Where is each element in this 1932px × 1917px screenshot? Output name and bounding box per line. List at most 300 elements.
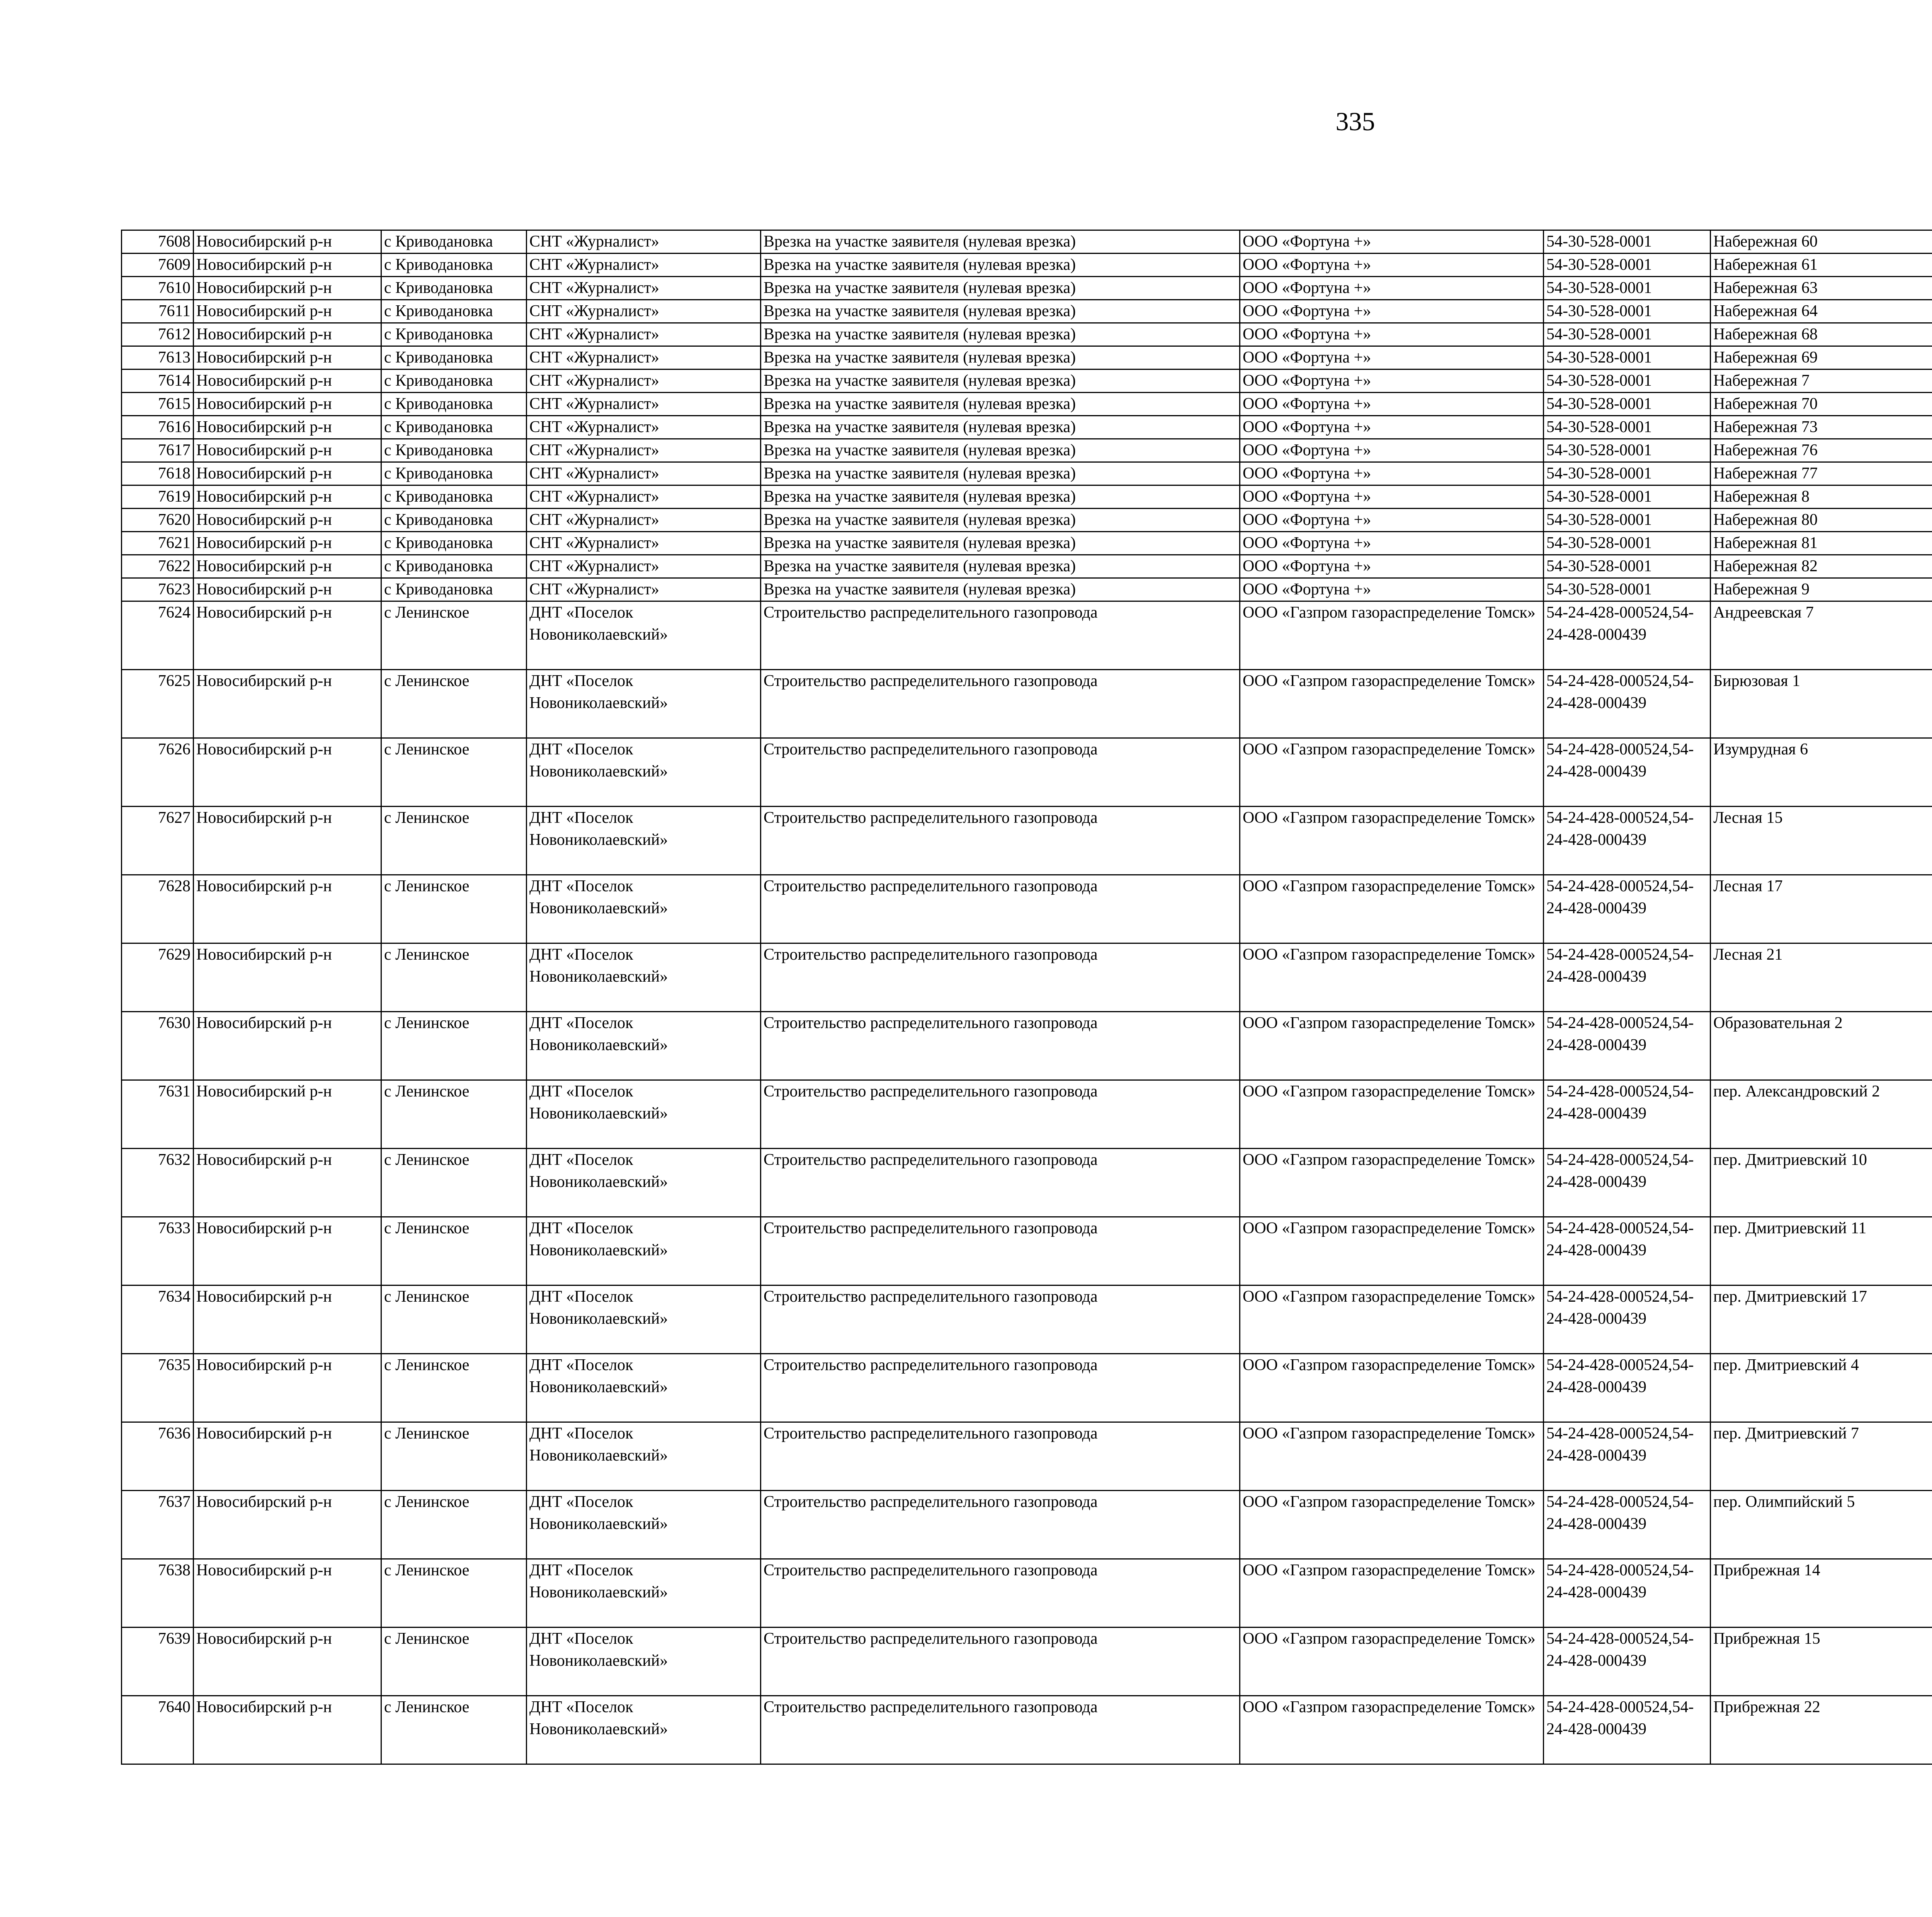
address-cell: Набережная 81 xyxy=(1711,532,1932,555)
address-cell: пер. Дмитриевский 4 xyxy=(1711,1354,1932,1422)
address-cell: Андреевская 7 xyxy=(1711,601,1932,670)
table-row xyxy=(122,369,1932,393)
cadastral-cell: 54-30-528-0001 xyxy=(1544,346,1711,369)
work-type-cell: Врезка на участке заявителя (нулевая врезка) xyxy=(761,254,1240,277)
page-number: 335 xyxy=(1335,107,1375,136)
cadastral-cell: 54-24-428-000524,54-24-428-000439 xyxy=(1544,1422,1711,1491)
row-number-cell: 7638 xyxy=(122,1559,194,1628)
row-number-cell: 7633 xyxy=(122,1217,194,1285)
table-row xyxy=(122,1012,1932,1080)
settlement-cell: с Ленинское xyxy=(381,1696,527,1764)
settlement-cell: с Криводановка xyxy=(381,230,527,254)
cadastral-cell: 54-24-428-000524,54-24-428-000439 xyxy=(1544,738,1711,807)
partnership-cell: ДНТ «Поселок Новониколаевский» xyxy=(527,738,761,807)
row-number-cell: 7616 xyxy=(122,416,194,439)
row-number-cell: 7630 xyxy=(122,1012,194,1080)
work-type-cell: Строительство распределительного газопровода xyxy=(761,1012,1240,1080)
partnership-cell: СНТ «Журналист» xyxy=(527,578,761,601)
district-cell: Новосибирский р-н xyxy=(194,1696,381,1764)
cadastral-cell: 54-30-528-0001 xyxy=(1544,393,1711,416)
organization-cell: ООО «Газпром газораспределение Томск» xyxy=(1240,1080,1544,1149)
row-number-cell: 7623 xyxy=(122,578,194,601)
organization-cell: ООО «Газпром газораспределение Томск» xyxy=(1240,1422,1544,1491)
work-type-cell: Строительство распределительного газопровода xyxy=(761,1696,1240,1764)
address-cell: Лесная 21 xyxy=(1711,943,1932,1012)
address-cell: Набережная 77 xyxy=(1711,462,1932,485)
settlement-cell: с Ленинское xyxy=(381,1354,527,1422)
partnership-cell: ДНТ «Поселок Новониколаевский» xyxy=(527,1696,761,1764)
address-cell: Набережная 60 xyxy=(1711,230,1932,254)
table-row xyxy=(122,1080,1932,1149)
organization-cell: ООО «Фортуна +» xyxy=(1240,393,1544,416)
work-type-cell: Строительство распределительного газопровода xyxy=(761,1285,1240,1354)
row-number-cell: 7617 xyxy=(122,439,194,462)
table-row xyxy=(122,1696,1932,1764)
partnership-cell: ДНТ «Поселок Новониколаевский» xyxy=(527,1491,761,1559)
work-type-cell: Строительство распределительного газопровода xyxy=(761,1628,1240,1696)
organization-cell: ООО «Газпром газораспределение Томск» xyxy=(1240,670,1544,738)
partnership-cell: ДНТ «Поселок Новониколаевский» xyxy=(527,1422,761,1491)
work-type-cell: Строительство распределительного газопровода xyxy=(761,875,1240,943)
settlement-cell: с Криводановка xyxy=(381,462,527,485)
table-row xyxy=(122,1285,1932,1354)
table-row xyxy=(122,509,1932,532)
district-cell: Новосибирский р-н xyxy=(194,230,381,254)
partnership-cell: СНТ «Журналист» xyxy=(527,462,761,485)
address-cell: Набережная 61 xyxy=(1711,254,1932,277)
organization-cell: ООО «Фортуна +» xyxy=(1240,532,1544,555)
partnership-cell: СНТ «Журналист» xyxy=(527,485,761,509)
row-number-cell: 7618 xyxy=(122,462,194,485)
settlement-cell: с Ленинское xyxy=(381,875,527,943)
organization-cell: ООО «Газпром газораспределение Томск» xyxy=(1240,601,1544,670)
address-cell: Набережная 64 xyxy=(1711,300,1932,323)
work-type-cell: Врезка на участке заявителя (нулевая врезка) xyxy=(761,532,1240,555)
row-number-cell: 7614 xyxy=(122,369,194,393)
address-cell: Лесная 15 xyxy=(1711,807,1932,875)
partnership-cell: ДНТ «Поселок Новониколаевский» xyxy=(527,807,761,875)
row-number-cell: 7619 xyxy=(122,485,194,509)
table-row xyxy=(122,1559,1932,1628)
work-type-cell: Строительство распределительного газопровода xyxy=(761,1217,1240,1285)
row-number-cell: 7613 xyxy=(122,346,194,369)
cadastral-cell: 54-24-428-000524,54-24-428-000439 xyxy=(1544,1354,1711,1422)
district-cell: Новосибирский р-н xyxy=(194,1149,381,1217)
table-row xyxy=(122,346,1932,369)
table-row xyxy=(122,439,1932,462)
address-cell: Набережная 63 xyxy=(1711,277,1932,300)
work-type-cell: Строительство распределительного газопровода xyxy=(761,1422,1240,1491)
table-row xyxy=(122,393,1932,416)
table-row xyxy=(122,532,1932,555)
address-cell: пер. Дмитриевский 17 xyxy=(1711,1285,1932,1354)
table-row xyxy=(122,254,1932,277)
district-cell: Новосибирский р-н xyxy=(194,369,381,393)
row-number-cell: 7635 xyxy=(122,1354,194,1422)
organization-cell: ООО «Фортуна +» xyxy=(1240,439,1544,462)
partnership-cell: СНТ «Журналист» xyxy=(527,439,761,462)
cadastral-cell: 54-24-428-000524,54-24-428-000439 xyxy=(1544,943,1711,1012)
organization-cell: ООО «Газпром газораспределение Томск» xyxy=(1240,1354,1544,1422)
partnership-cell: ДНТ «Поселок Новониколаевский» xyxy=(527,1559,761,1628)
address-cell: Набережная 8 xyxy=(1711,485,1932,509)
settlement-cell: с Криводановка xyxy=(381,369,527,393)
work-type-cell: Строительство распределительного газопровода xyxy=(761,1080,1240,1149)
partnership-cell: СНТ «Журналист» xyxy=(527,416,761,439)
table-row xyxy=(122,555,1932,578)
settlement-cell: с Криводановка xyxy=(381,300,527,323)
partnership-cell: ДНТ «Поселок Новониколаевский» xyxy=(527,943,761,1012)
work-type-cell: Врезка на участке заявителя (нулевая врезка) xyxy=(761,346,1240,369)
address-cell: Прибрежная 15 xyxy=(1711,1628,1932,1696)
table-row xyxy=(122,578,1932,601)
settlement-cell: с Ленинское xyxy=(381,601,527,670)
work-type-cell: Врезка на участке заявителя (нулевая врезка) xyxy=(761,416,1240,439)
cadastral-cell: 54-24-428-000524,54-24-428-000439 xyxy=(1544,601,1711,670)
gasification-register-table xyxy=(121,230,1932,1765)
cadastral-cell: 54-30-528-0001 xyxy=(1544,439,1711,462)
cadastral-cell: 54-24-428-000524,54-24-428-000439 xyxy=(1544,1628,1711,1696)
partnership-cell: СНТ «Журналист» xyxy=(527,300,761,323)
address-cell: Бирюзовая 1 xyxy=(1711,670,1932,738)
settlement-cell: с Ленинское xyxy=(381,1422,527,1491)
cadastral-cell: 54-24-428-000524,54-24-428-000439 xyxy=(1544,1559,1711,1628)
address-cell: Набережная 76 xyxy=(1711,439,1932,462)
organization-cell: ООО «Газпром газораспределение Томск» xyxy=(1240,1217,1544,1285)
partnership-cell: ДНТ «Поселок Новониколаевский» xyxy=(527,1080,761,1149)
cadastral-cell: 54-30-528-0001 xyxy=(1544,230,1711,254)
settlement-cell: с Криводановка xyxy=(381,323,527,346)
cadastral-cell: 54-24-428-000524,54-24-428-000439 xyxy=(1544,1491,1711,1559)
district-cell: Новосибирский р-н xyxy=(194,462,381,485)
district-cell: Новосибирский р-н xyxy=(194,277,381,300)
table-row xyxy=(122,1149,1932,1217)
district-cell: Новосибирский р-н xyxy=(194,254,381,277)
cadastral-cell: 54-24-428-000524,54-24-428-000439 xyxy=(1544,1080,1711,1149)
cadastral-cell: 54-24-428-000524,54-24-428-000439 xyxy=(1544,670,1711,738)
district-cell: Новосибирский р-н xyxy=(194,416,381,439)
table-row xyxy=(122,462,1932,485)
table-row xyxy=(122,1422,1932,1491)
address-cell: Образовательная 2 xyxy=(1711,1012,1932,1080)
partnership-cell: ДНТ «Поселок Новониколаевский» xyxy=(527,1354,761,1422)
partnership-cell: СНТ «Журналист» xyxy=(527,254,761,277)
table-row xyxy=(122,670,1932,738)
cadastral-cell: 54-24-428-000524,54-24-428-000439 xyxy=(1544,1217,1711,1285)
cadastral-cell: 54-24-428-000524,54-24-428-000439 xyxy=(1544,875,1711,943)
organization-cell: ООО «Фортуна +» xyxy=(1240,300,1544,323)
table-row xyxy=(122,277,1932,300)
organization-cell: ООО «Фортуна +» xyxy=(1240,485,1544,509)
row-number-cell: 7625 xyxy=(122,670,194,738)
settlement-cell: с Криводановка xyxy=(381,555,527,578)
cadastral-cell: 54-24-428-000524,54-24-428-000439 xyxy=(1544,1012,1711,1080)
address-cell: Прибрежная 14 xyxy=(1711,1559,1932,1628)
work-type-cell: Строительство распределительного газопровода xyxy=(761,807,1240,875)
district-cell: Новосибирский р-н xyxy=(194,1559,381,1628)
cadastral-cell: 54-24-428-000524,54-24-428-000439 xyxy=(1544,1696,1711,1764)
row-number-cell: 7639 xyxy=(122,1628,194,1696)
address-cell: пер. Александровский 2 xyxy=(1711,1080,1932,1149)
cadastral-cell: 54-24-428-000524,54-24-428-000439 xyxy=(1544,807,1711,875)
work-type-cell: Строительство распределительного газопровода xyxy=(761,601,1240,670)
cadastral-cell: 54-30-528-0001 xyxy=(1544,323,1711,346)
address-cell: Набережная 80 xyxy=(1711,509,1932,532)
row-number-cell: 7624 xyxy=(122,601,194,670)
table-row xyxy=(122,943,1932,1012)
table-row xyxy=(122,875,1932,943)
settlement-cell: с Криводановка xyxy=(381,393,527,416)
table-row xyxy=(122,323,1932,346)
partnership-cell: СНТ «Журналист» xyxy=(527,393,761,416)
work-type-cell: Врезка на участке заявителя (нулевая врезка) xyxy=(761,439,1240,462)
table-row xyxy=(122,1354,1932,1422)
organization-cell: ООО «Фортуна +» xyxy=(1240,416,1544,439)
partnership-cell: ДНТ «Поселок Новониколаевский» xyxy=(527,1628,761,1696)
partnership-cell: ДНТ «Поселок Новониколаевский» xyxy=(527,1149,761,1217)
work-type-cell: Врезка на участке заявителя (нулевая врезка) xyxy=(761,277,1240,300)
work-type-cell: Строительство распределительного газопровода xyxy=(761,1149,1240,1217)
address-cell: Лесная 17 xyxy=(1711,875,1932,943)
district-cell: Новосибирский р-н xyxy=(194,875,381,943)
cadastral-cell: 54-30-528-0001 xyxy=(1544,300,1711,323)
row-number-cell: 7610 xyxy=(122,277,194,300)
district-cell: Новосибирский р-н xyxy=(194,323,381,346)
district-cell: Новосибирский р-н xyxy=(194,578,381,601)
settlement-cell: с Ленинское xyxy=(381,943,527,1012)
settlement-cell: с Ленинское xyxy=(381,738,527,807)
organization-cell: ООО «Газпром газораспределение Томск» xyxy=(1240,875,1544,943)
district-cell: Новосибирский р-н xyxy=(194,1080,381,1149)
settlement-cell: с Криводановка xyxy=(381,439,527,462)
address-cell: Набережная 82 xyxy=(1711,555,1932,578)
district-cell: Новосибирский р-н xyxy=(194,1491,381,1559)
organization-cell: ООО «Газпром газораспределение Томск» xyxy=(1240,738,1544,807)
partnership-cell: СНТ «Журналист» xyxy=(527,230,761,254)
settlement-cell: с Ленинское xyxy=(381,807,527,875)
table-row xyxy=(122,416,1932,439)
partnership-cell: СНТ «Журналист» xyxy=(527,323,761,346)
organization-cell: ООО «Фортуна +» xyxy=(1240,462,1544,485)
work-type-cell: Строительство распределительного газопровода xyxy=(761,1491,1240,1559)
district-cell: Новосибирский р-н xyxy=(194,485,381,509)
table-row xyxy=(122,300,1932,323)
organization-cell: ООО «Фортуна +» xyxy=(1240,509,1544,532)
work-type-cell: Врезка на участке заявителя (нулевая врезка) xyxy=(761,300,1240,323)
settlement-cell: с Криводановка xyxy=(381,346,527,369)
partnership-cell: ДНТ «Поселок Новониколаевский» xyxy=(527,1217,761,1285)
organization-cell: ООО «Газпром газораспределение Томск» xyxy=(1240,1285,1544,1354)
partnership-cell: ДНТ «Поселок Новониколаевский» xyxy=(527,601,761,670)
district-cell: Новосибирский р-н xyxy=(194,393,381,416)
district-cell: Новосибирский р-н xyxy=(194,439,381,462)
district-cell: Новосибирский р-н xyxy=(194,1012,381,1080)
settlement-cell: с Ленинское xyxy=(381,1217,527,1285)
cadastral-cell: 54-24-428-000524,54-24-428-000439 xyxy=(1544,1149,1711,1217)
row-number-cell: 7631 xyxy=(122,1080,194,1149)
organization-cell: ООО «Фортуна +» xyxy=(1240,254,1544,277)
organization-cell: ООО «Фортуна +» xyxy=(1240,555,1544,578)
partnership-cell: СНТ «Журналист» xyxy=(527,555,761,578)
row-number-cell: 7608 xyxy=(122,230,194,254)
organization-cell: ООО «Газпром газораспределение Томск» xyxy=(1240,1628,1544,1696)
work-type-cell: Врезка на участке заявителя (нулевая врезка) xyxy=(761,555,1240,578)
organization-cell: ООО «Фортуна +» xyxy=(1240,230,1544,254)
row-number-cell: 7637 xyxy=(122,1491,194,1559)
organization-cell: ООО «Газпром газораспределение Томск» xyxy=(1240,1012,1544,1080)
organization-cell: ООО «Фортуна +» xyxy=(1240,346,1544,369)
partnership-cell: СНТ «Журналист» xyxy=(527,532,761,555)
work-type-cell: Врезка на участке заявителя (нулевая врезка) xyxy=(761,462,1240,485)
district-cell: Новосибирский р-н xyxy=(194,532,381,555)
work-type-cell: Строительство распределительного газопровода xyxy=(761,670,1240,738)
address-cell: Прибрежная 22 xyxy=(1711,1696,1932,1764)
district-cell: Новосибирский р-н xyxy=(194,346,381,369)
row-number-cell: 7615 xyxy=(122,393,194,416)
work-type-cell: Врезка на участке заявителя (нулевая врезка) xyxy=(761,578,1240,601)
cadastral-cell: 54-30-528-0001 xyxy=(1544,509,1711,532)
cadastral-cell: 54-30-528-0001 xyxy=(1544,277,1711,300)
partnership-cell: ДНТ «Поселок Новониколаевский» xyxy=(527,670,761,738)
district-cell: Новосибирский р-н xyxy=(194,1354,381,1422)
district-cell: Новосибирский р-н xyxy=(194,555,381,578)
table-row xyxy=(122,1217,1932,1285)
settlement-cell: с Криводановка xyxy=(381,277,527,300)
row-number-cell: 7640 xyxy=(122,1696,194,1764)
table-body xyxy=(122,230,1932,1764)
organization-cell: ООО «Фортуна +» xyxy=(1240,323,1544,346)
partnership-cell: СНТ «Журналист» xyxy=(527,509,761,532)
district-cell: Новосибирский р-н xyxy=(194,807,381,875)
table-row xyxy=(122,738,1932,807)
district-cell: Новосибирский р-н xyxy=(194,1628,381,1696)
district-cell: Новосибирский р-н xyxy=(194,943,381,1012)
cadastral-cell: 54-24-428-000524,54-24-428-000439 xyxy=(1544,1285,1711,1354)
address-cell: пер. Дмитриевский 11 xyxy=(1711,1217,1932,1285)
work-type-cell: Строительство распределительного газопровода xyxy=(761,1559,1240,1628)
work-type-cell: Строительство распределительного газопровода xyxy=(761,1354,1240,1422)
settlement-cell: с Криводановка xyxy=(381,485,527,509)
cadastral-cell: 54-30-528-0001 xyxy=(1544,416,1711,439)
settlement-cell: с Ленинское xyxy=(381,1559,527,1628)
table-row xyxy=(122,485,1932,509)
organization-cell: ООО «Газпром газораспределение Томск» xyxy=(1240,1149,1544,1217)
organization-cell: ООО «Фортуна +» xyxy=(1240,578,1544,601)
district-cell: Новосибирский р-н xyxy=(194,601,381,670)
partnership-cell: СНТ «Журналист» xyxy=(527,277,761,300)
settlement-cell: с Ленинское xyxy=(381,670,527,738)
cadastral-cell: 54-30-528-0001 xyxy=(1544,485,1711,509)
address-cell: пер. Дмитриевский 7 xyxy=(1711,1422,1932,1491)
cadastral-cell: 54-30-528-0001 xyxy=(1544,532,1711,555)
partnership-cell: ДНТ «Поселок Новониколаевский» xyxy=(527,1012,761,1080)
row-number-cell: 7626 xyxy=(122,738,194,807)
partnership-cell: ДНТ «Поселок Новониколаевский» xyxy=(527,875,761,943)
settlement-cell: с Криводановка xyxy=(381,532,527,555)
settlement-cell: с Ленинское xyxy=(381,1491,527,1559)
row-number-cell: 7620 xyxy=(122,509,194,532)
organization-cell: ООО «Фортуна +» xyxy=(1240,277,1544,300)
work-type-cell: Врезка на участке заявителя (нулевая врезка) xyxy=(761,323,1240,346)
cadastral-cell: 54-30-528-0001 xyxy=(1544,369,1711,393)
address-cell: Набережная 73 xyxy=(1711,416,1932,439)
work-type-cell: Врезка на участке заявителя (нулевая врезка) xyxy=(761,485,1240,509)
cadastral-cell: 54-30-528-0001 xyxy=(1544,462,1711,485)
row-number-cell: 7622 xyxy=(122,555,194,578)
work-type-cell: Врезка на участке заявителя (нулевая врезка) xyxy=(761,509,1240,532)
row-number-cell: 7628 xyxy=(122,875,194,943)
district-cell: Новосибирский р-н xyxy=(194,1422,381,1491)
settlement-cell: с Криводановка xyxy=(381,578,527,601)
cadastral-cell: 54-30-528-0001 xyxy=(1544,254,1711,277)
row-number-cell: 7632 xyxy=(122,1149,194,1217)
work-type-cell: Врезка на участке заявителя (нулевая врезка) xyxy=(761,369,1240,393)
address-cell: Изумрудная 6 xyxy=(1711,738,1932,807)
address-cell: пер. Олимпийский 5 xyxy=(1711,1491,1932,1559)
settlement-cell: с Ленинское xyxy=(381,1285,527,1354)
address-cell: Набережная 9 xyxy=(1711,578,1932,601)
partnership-cell: ДНТ «Поселок Новониколаевский» xyxy=(527,1285,761,1354)
address-cell: Набережная 69 xyxy=(1711,346,1932,369)
organization-cell: ООО «Газпром газораспределение Томск» xyxy=(1240,1559,1544,1628)
table-row xyxy=(122,1628,1932,1696)
row-number-cell: 7627 xyxy=(122,807,194,875)
settlement-cell: с Ленинское xyxy=(381,1080,527,1149)
organization-cell: ООО «Газпром газораспределение Томск» xyxy=(1240,1696,1544,1764)
organization-cell: ООО «Газпром газораспределение Томск» xyxy=(1240,943,1544,1012)
settlement-cell: с Ленинское xyxy=(381,1628,527,1696)
district-cell: Новосибирский р-н xyxy=(194,670,381,738)
partnership-cell: СНТ «Журналист» xyxy=(527,369,761,393)
district-cell: Новосибирский р-н xyxy=(194,738,381,807)
work-type-cell: Строительство распределительного газопровода xyxy=(761,943,1240,1012)
cadastral-cell: 54-30-528-0001 xyxy=(1544,578,1711,601)
organization-cell: ООО «Газпром газораспределение Томск» xyxy=(1240,807,1544,875)
district-cell: Новосибирский р-н xyxy=(194,1285,381,1354)
table-row xyxy=(122,230,1932,254)
work-type-cell: Врезка на участке заявителя (нулевая врезка) xyxy=(761,393,1240,416)
organization-cell: ООО «Газпром газораспределение Томск» xyxy=(1240,1491,1544,1559)
settlement-cell: с Ленинское xyxy=(381,1012,527,1080)
row-number-cell: 7612 xyxy=(122,323,194,346)
settlement-cell: с Ленинское xyxy=(381,1149,527,1217)
row-number-cell: 7609 xyxy=(122,254,194,277)
row-number-cell: 7611 xyxy=(122,300,194,323)
settlement-cell: с Криводановка xyxy=(381,254,527,277)
table-row xyxy=(122,601,1932,670)
partnership-cell: СНТ «Журналист» xyxy=(527,346,761,369)
address-cell: Набережная 68 xyxy=(1711,323,1932,346)
district-cell: Новосибирский р-н xyxy=(194,509,381,532)
row-number-cell: 7636 xyxy=(122,1422,194,1491)
work-type-cell: Врезка на участке заявителя (нулевая врезка) xyxy=(761,230,1240,254)
work-type-cell: Строительство распределительного газопровода xyxy=(761,738,1240,807)
address-cell: Набережная 70 xyxy=(1711,393,1932,416)
table-row xyxy=(122,807,1932,875)
settlement-cell: с Криводановка xyxy=(381,509,527,532)
table-row xyxy=(122,1491,1932,1559)
district-cell: Новосибирский р-н xyxy=(194,300,381,323)
address-cell: пер. Дмитриевский 10 xyxy=(1711,1149,1932,1217)
row-number-cell: 7629 xyxy=(122,943,194,1012)
settlement-cell: с Криводановка xyxy=(381,416,527,439)
cadastral-cell: 54-30-528-0001 xyxy=(1544,555,1711,578)
organization-cell: ООО «Фортуна +» xyxy=(1240,369,1544,393)
row-number-cell: 7621 xyxy=(122,532,194,555)
address-cell: Набережная 7 xyxy=(1711,369,1932,393)
row-number-cell: 7634 xyxy=(122,1285,194,1354)
district-cell: Новосибирский р-н xyxy=(194,1217,381,1285)
